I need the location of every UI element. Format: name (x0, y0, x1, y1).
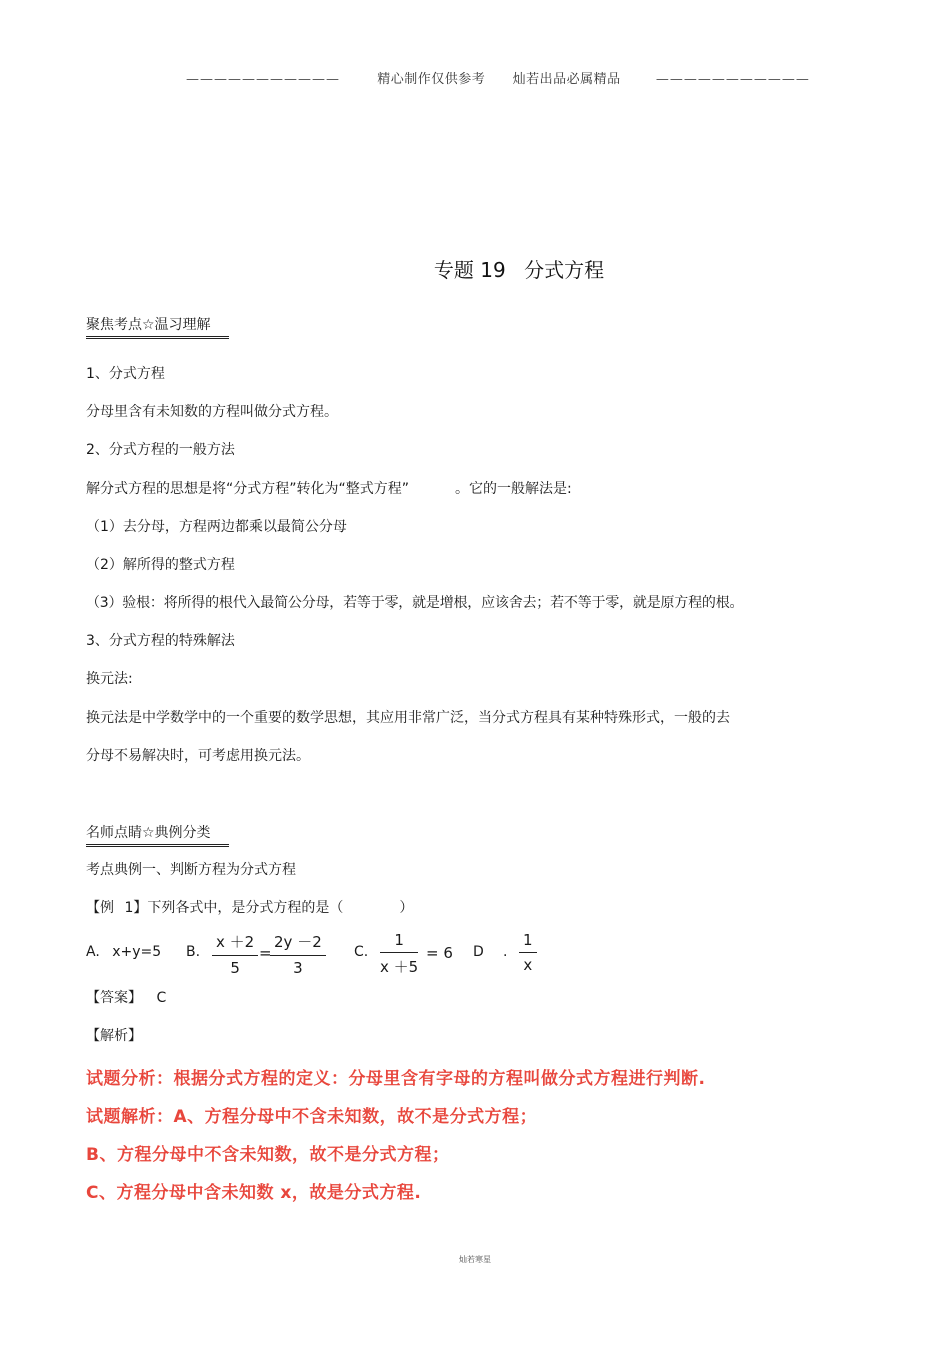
analysis-line-4: C、方程分母中含未知数 x，故是分式方程. (86, 1183, 422, 1203)
s1-paragraph-8: 3、分式方程的特殊解法 (86, 633, 235, 649)
option-c-label: C. (354, 944, 369, 960)
example-1-label-c: ） (399, 900, 414, 916)
option-b-den-2: 3 (293, 959, 303, 977)
option-d-fraction (519, 931, 537, 974)
analysis-line-2: 试题解析：A、方程分母中不含未知数，故不是分式方程； (86, 1107, 538, 1127)
section-heading-2: 名师点睛☆典例分类 (86, 822, 229, 847)
s1-paragraph-2: 分母里含有未知数的方程叫做分式方程。 (86, 404, 338, 420)
analysis-line-3: B、方程分母中不含未知数，故不是分式方程； (86, 1145, 450, 1165)
s1-paragraph-4b: 。它的一般解法是: (455, 481, 572, 497)
s1-paragraph-3: 2、分式方程的一般方法 (86, 442, 235, 458)
header-text-left: 精心制作仅供参考 (377, 72, 486, 87)
option-c-den: x ＋5 (380, 958, 419, 976)
option-c-num: 1 (380, 931, 418, 953)
s1-paragraph-4a: 解分式方程的思想是将“分式方程”转化为“整式方程” (86, 481, 410, 497)
option-b-equals: = (259, 944, 272, 962)
option-c-fraction (380, 931, 418, 977)
header-text-right: 灿若出品必属精品 (512, 72, 621, 87)
s1-paragraph-9: 换元法: (86, 671, 133, 687)
analysis-label: 【解析】 (86, 1028, 142, 1044)
analysis-line-1: 试题分析：根据分式方程的定义：分母里含有字母的方程叫做分式方程进行判断. (86, 1069, 706, 1089)
s1-paragraph-1: 1、分式方程 (86, 366, 165, 382)
example-1-question (86, 898, 413, 918)
option-a-text: x+y=5 (112, 944, 162, 960)
s1-paragraph-11: 分母不易解决时，可考虑用换元法。 (86, 748, 310, 764)
title-prefix: 专题 19 (433, 258, 506, 282)
option-a (86, 944, 161, 960)
s1-paragraph-5: （1）去分母，方程两边都乘以最简公分母 (86, 519, 347, 535)
example-1-label-b: 1】下列各式中，是分式方程的是（ (124, 900, 344, 916)
header-bar (186, 68, 810, 87)
option-b-fraction-1 (212, 931, 258, 977)
option-a-label: A. (86, 944, 100, 960)
answer-label: 【答案】 (86, 990, 142, 1006)
option-d-label: D (473, 944, 484, 960)
section-heading-1: 聚焦考点☆温习理解 (86, 314, 229, 339)
header-dashes-left: ——————————— (186, 72, 340, 87)
option-b-num-2: 2y －2 (270, 931, 326, 956)
option-d-den: x (523, 956, 533, 974)
option-c-rest: = 6 (426, 944, 453, 962)
option-d-dot: . (503, 944, 508, 960)
s1-paragraph-10: 换元法是中学数学中的一个重要的数学思想，其应用非常广泛，当分式方程具有某种特殊形式，一般的去 (86, 710, 730, 726)
s1-paragraph-4 (86, 479, 572, 499)
answer-value: C (156, 990, 167, 1006)
option-b-num-1: x ＋2 (212, 931, 258, 956)
option-d-num: 1 (519, 931, 537, 953)
header-dashes-right: ——————————— (655, 72, 810, 87)
answer-line (86, 988, 166, 1008)
page-footer: 灿若寒星 (459, 1255, 491, 1264)
s1-paragraph-7: （3）验根：将所得的根代入最简公分母，若等于零，就是增根，应该舍去；若不等于零，就是原方程的根。 (86, 595, 744, 611)
title-main: 分式方程 (524, 258, 605, 282)
option-b-label: B. (186, 944, 201, 960)
example-1-label-a: 【例 (86, 900, 114, 916)
option-b-den-1: 5 (230, 959, 240, 977)
s2-subheading: 考点典例一、判断方程为分式方程 (86, 862, 296, 878)
page-title (0, 254, 950, 283)
option-b-fraction-2 (270, 931, 326, 977)
s1-paragraph-6: （2）解所得的整式方程 (86, 557, 235, 573)
